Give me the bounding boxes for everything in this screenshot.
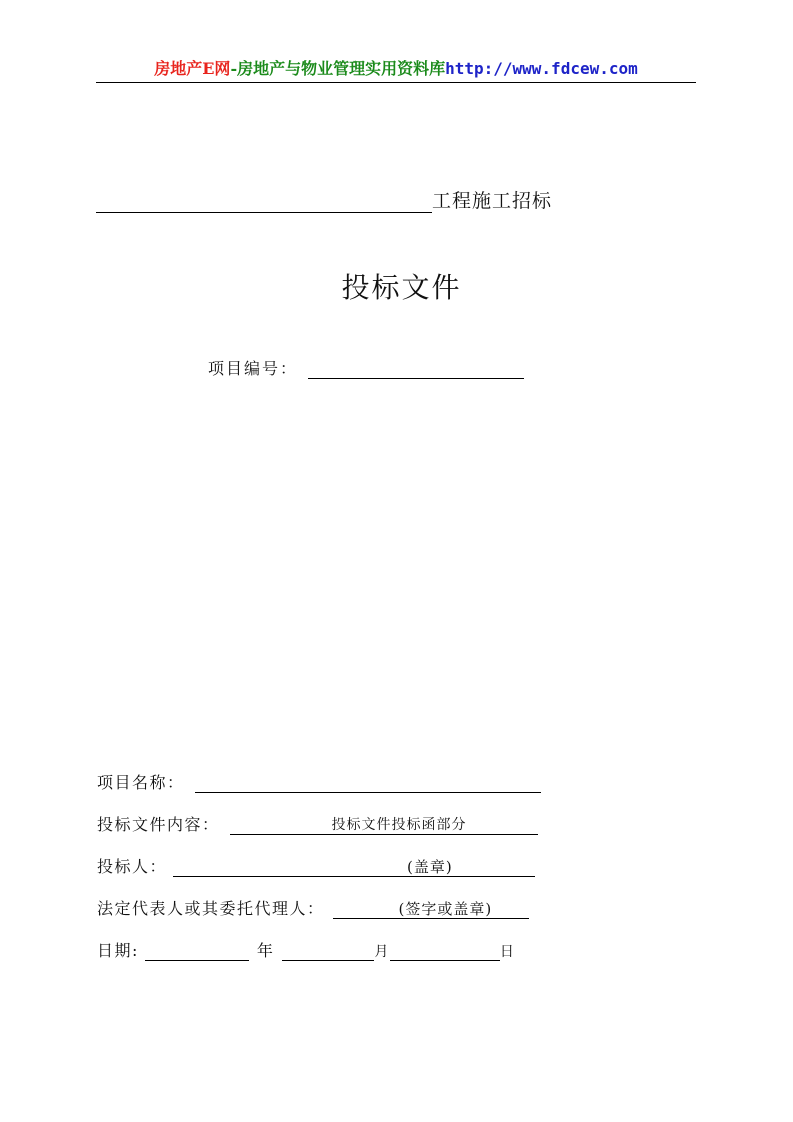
field-project-name	[97, 770, 541, 793]
bid-content-field[interactable]: 投标文件投标函部分	[230, 815, 538, 835]
project-number-blank[interactable]	[308, 358, 524, 379]
project-name-label: 项目名称：	[97, 773, 185, 792]
site-url-link[interactable]: http://www.fdcew.com	[445, 59, 638, 78]
field-bid-content	[97, 812, 538, 835]
project-name-blank[interactable]	[96, 192, 432, 213]
date-month-field[interactable]	[282, 940, 374, 961]
representative-field[interactable]: (签字或盖章)	[333, 899, 529, 919]
bid-content-label: 投标文件内容：	[97, 815, 220, 834]
page-header	[96, 58, 696, 83]
site-tagline: 房地产与物业管理实用资料库	[237, 59, 446, 78]
bidder-label: 投标人：	[97, 857, 168, 876]
project-title-line	[96, 186, 552, 213]
month-label: 月	[374, 944, 390, 960]
bidder-field[interactable]: (盖章)	[173, 857, 535, 877]
field-date	[97, 938, 515, 961]
representative-label: 法定代表人或其委托代理人：	[97, 899, 325, 918]
date-label: 日期:	[97, 941, 139, 960]
day-label: 日	[499, 944, 516, 960]
project-number-row	[208, 356, 524, 379]
year-label: 年	[256, 941, 275, 960]
header-dash: -	[230, 59, 238, 78]
project-name-field[interactable]	[195, 772, 541, 793]
field-bidder	[97, 854, 535, 877]
site-name: 房地产E网	[154, 59, 231, 78]
document-title: 投标文件	[341, 271, 462, 304]
project-number-label: 项目编号：	[208, 359, 299, 378]
date-year-field[interactable]	[145, 940, 249, 961]
date-day-field[interactable]	[390, 940, 500, 961]
field-representative	[97, 896, 529, 919]
project-suffix: 工程施工招标	[432, 190, 553, 212]
